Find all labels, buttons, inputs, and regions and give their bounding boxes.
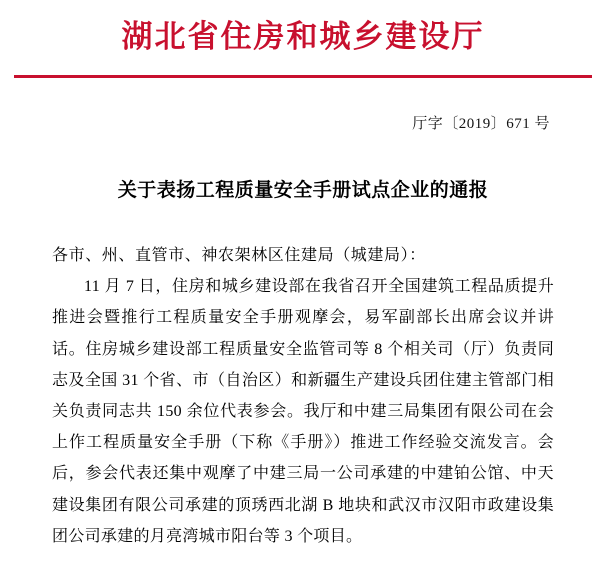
salutation: 各市、州、直管市、神农架林区住建局（城建局）：	[52, 247, 426, 265]
letterhead-title: 湖北省住房和城乡建设厅	[121, 19, 485, 54]
letterhead	[0, 0, 606, 61]
document-body	[52, 242, 554, 552]
body-paragraph-1: 11 月 7 日，住房和城乡建设部在我省召开全国建筑工程品质提升推进会暨推行工程质量安全手册观摩会，易军副部长出席会议并讲话。住房城乡建设部工程质量安全监管司等 8 个相关司（厅）负责同志及全国 31 个省、市（自治区）和新疆生产建设兵团住建主管部门相关负责同志共 150 余位代表参会。我厅和中建三局集团有限公司在会上作工程质量安全手册（下称《手册》）推进工作经验交流发言。会后，参会代表还集中观摩了中建三局一公司承建的中建铂公馆、中天建设集团有限公司承建的顶琇西北湖 B 地块和武汉市汉阳市政建设集团公司承建的月亮湾城市阳台等 3 个项目。	[52, 278, 554, 545]
red-divider-rule	[14, 75, 592, 78]
document-title: 关于表扬工程质量安全手册试点企业的通报	[117, 180, 489, 202]
document-number: 厅字〔2019〕671 号	[412, 116, 550, 133]
